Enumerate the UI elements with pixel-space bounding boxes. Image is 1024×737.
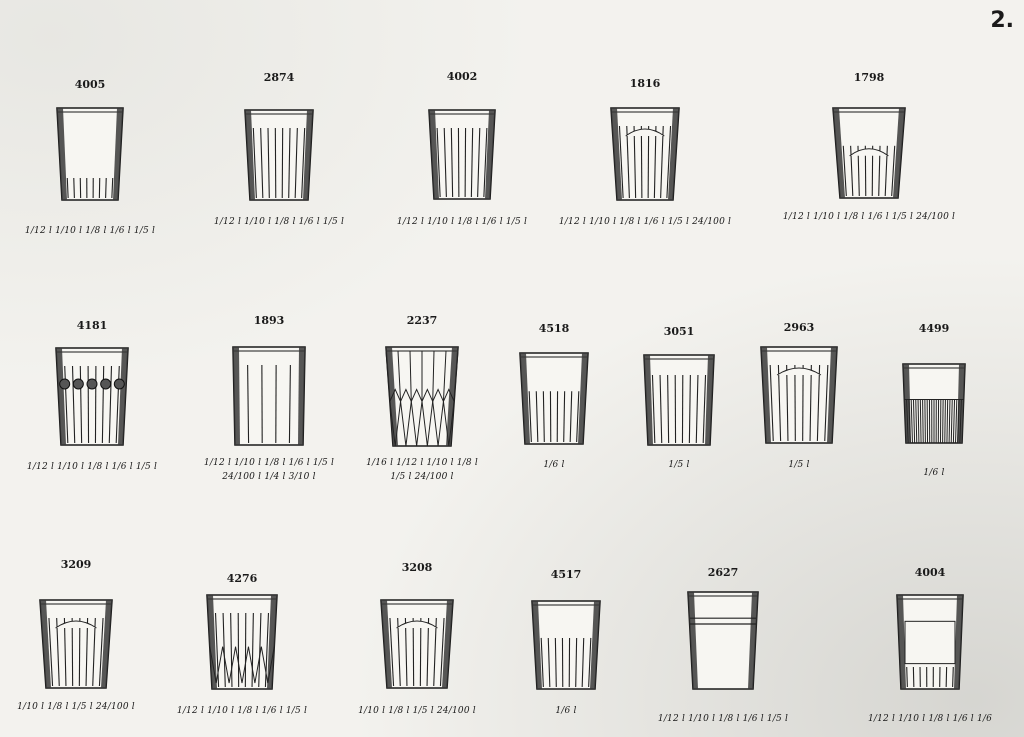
capacity-line: 1/12 l 1/10 l 1/8 l 1/6 l 1/5 l bbox=[24, 226, 156, 236]
capacity-line: 1/12 l 1/10 l 1/8 l 1/6 l 1/5 l bbox=[203, 458, 335, 468]
capacity-line: 1/5 l bbox=[668, 460, 690, 470]
glass-number: 1816 bbox=[629, 77, 661, 90]
glass-number: 1798 bbox=[853, 71, 885, 84]
glass-capacities bbox=[204, 456, 334, 484]
glass-illustration bbox=[56, 348, 128, 445]
glass-capacities bbox=[397, 215, 527, 229]
glass-illustration bbox=[644, 355, 714, 445]
glass-number: 4276 bbox=[226, 572, 258, 585]
capacity-line: 1/6 l bbox=[923, 468, 945, 478]
glass-illustration bbox=[903, 364, 965, 443]
glass-number: 3208 bbox=[401, 561, 433, 574]
glass-illustration bbox=[245, 110, 313, 200]
glass-illustration bbox=[688, 592, 758, 689]
page-number: 2. bbox=[990, 8, 1014, 33]
glass-capacities bbox=[923, 466, 944, 480]
glass-capacities bbox=[358, 704, 476, 718]
glass-illustration bbox=[833, 108, 905, 198]
glass-capacities bbox=[17, 700, 135, 714]
glass-illustration bbox=[233, 347, 305, 445]
glass-number: 2963 bbox=[783, 321, 815, 334]
glass-capacities bbox=[788, 458, 809, 472]
glass-number: 2237 bbox=[406, 314, 438, 327]
glass-illustration bbox=[207, 595, 277, 689]
glass-capacities bbox=[214, 215, 344, 229]
glass-illustration bbox=[897, 595, 963, 689]
glass-number: 4004 bbox=[914, 566, 946, 579]
glass-illustration bbox=[381, 600, 453, 688]
glass-number: 3051 bbox=[663, 325, 695, 338]
capacity-line: 1/12 l 1/10 l 1/8 l 1/6 l 1/5 l bbox=[213, 217, 345, 227]
glass-illustration bbox=[40, 600, 112, 688]
glass-illustration bbox=[520, 353, 588, 444]
glass-capacities bbox=[25, 224, 155, 238]
glass-illustration bbox=[429, 110, 495, 199]
glass-number: 2874 bbox=[263, 71, 295, 84]
capacity-line: 1/12 l 1/10 l 1/8 l 1/6 l 1/5 l bbox=[396, 217, 528, 227]
glass-capacities bbox=[177, 704, 307, 718]
capacity-line: 1/5 l 24/100 l bbox=[390, 472, 454, 482]
glass-capacities bbox=[783, 210, 955, 224]
glass-number: 1893 bbox=[253, 314, 285, 327]
capacity-line: 1/12 l 1/10 l 1/8 l 1/6 l 1/5 l bbox=[176, 706, 308, 716]
capacity-line: 1/12 l 1/10 l 1/8 l 1/6 l 1/5 l 24/100 l bbox=[558, 217, 732, 227]
glass-number: 2627 bbox=[707, 566, 739, 579]
glass-illustration bbox=[532, 601, 600, 689]
glass-capacities bbox=[868, 712, 992, 726]
glass-capacities bbox=[668, 458, 689, 472]
glass-illustration bbox=[57, 108, 123, 200]
glass-capacities bbox=[543, 458, 564, 472]
capacity-line: 1/12 l 1/10 l 1/8 l 1/6 l 1/5 l bbox=[657, 714, 789, 724]
glass-number: 3209 bbox=[60, 558, 92, 571]
glass-number: 4517 bbox=[550, 568, 582, 581]
glass-capacities bbox=[555, 704, 576, 718]
glass-capacities bbox=[559, 215, 731, 229]
capacity-line: 1/5 l bbox=[788, 460, 810, 470]
capacity-line: 1/12 l 1/10 l 1/8 l 1/6 l 1/5 l bbox=[26, 462, 158, 472]
capacity-line: 1/10 l 1/8 l 1/5 l 24/100 l bbox=[17, 702, 135, 712]
capacity-line: 1/12 l 1/10 l 1/8 l 1/6 l 1/5 l 24/100 l bbox=[782, 212, 956, 222]
capacity-line: 1/6 l bbox=[543, 460, 565, 470]
glass-capacities bbox=[27, 460, 157, 474]
glass-illustration bbox=[386, 347, 458, 446]
glass-number: 4181 bbox=[76, 319, 108, 332]
glass-number: 4005 bbox=[74, 78, 106, 91]
capacity-line: 1/6 l bbox=[555, 706, 577, 716]
capacity-line: 1/12 l 1/10 l 1/8 l 1/6 l 1/6 bbox=[867, 714, 993, 724]
glass-capacities bbox=[366, 456, 478, 484]
capacity-line: 1/10 l 1/8 l 1/5 l 24/100 l bbox=[358, 706, 476, 716]
glass-illustration bbox=[611, 108, 679, 200]
capacity-line: 1/16 l 1/12 l 1/10 l 1/8 l bbox=[366, 458, 478, 468]
glass-number: 4518 bbox=[538, 322, 570, 335]
capacity-line: 24/100 l 1/4 l 3/10 l bbox=[222, 472, 316, 482]
glass-number: 4499 bbox=[918, 322, 950, 335]
glass-illustration bbox=[761, 347, 837, 443]
glass-capacities bbox=[658, 712, 788, 726]
glass-number: 4002 bbox=[446, 70, 478, 83]
